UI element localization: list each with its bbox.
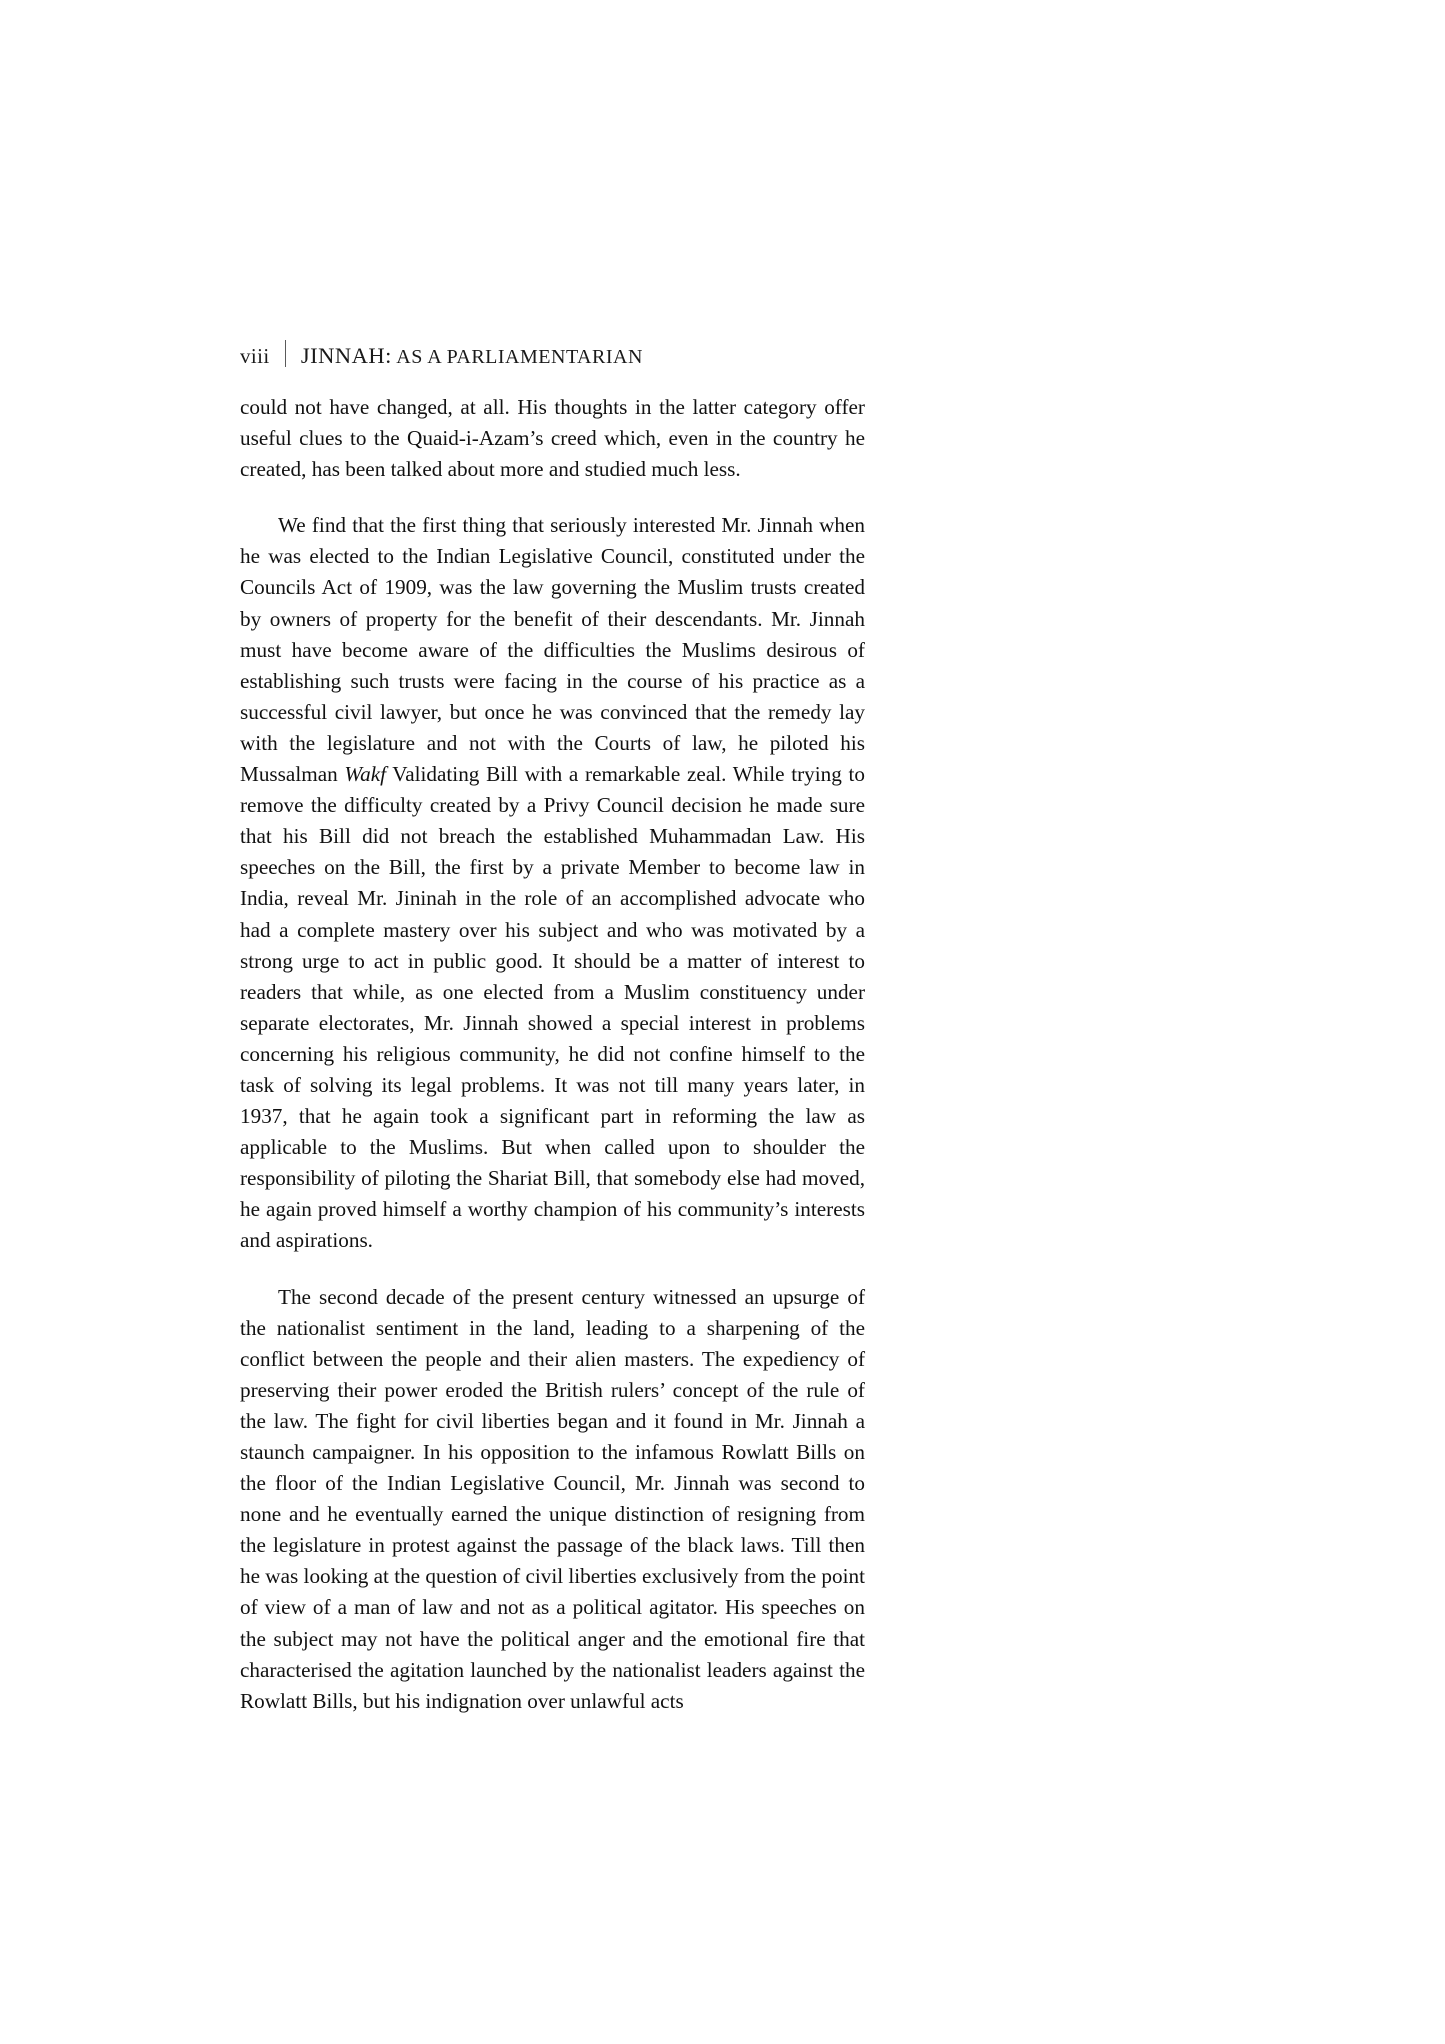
page-folio-number: viii	[240, 344, 270, 368]
paragraph-1: could not have changed, at all. His thoughts in the latter category offer useful clues to the Quaid-i-Azam’s creed which, even in the country he created, has been talked about more and studied much less.	[240, 395, 865, 482]
paragraph-2	[240, 510, 865, 1256]
paragraph-2-part-a: We find that the first thing that seriously interested Mr. Jinnah when he was elected to the Indian Legislative Council, constituted under the Councils Act of 1909, was the law governing the Muslim trusts created by owners of property for the benefit of their descendants. Mr. Jinnah must have become aware of the difficulties the Muslims desirous of establishing such trusts were facing in the course of his practice as a successful civil lawyer, but once he was convinced that the remedy lay with the legislature and not with the Courts of law, he piloted his Mussalman	[240, 513, 865, 787]
running-head-title: JINNAH: AS A PARLIAMENTARIAN	[300, 343, 643, 368]
running-head	[240, 336, 643, 369]
paragraph-3: The second decade of the present century witnessed an upsurge of the nationalist sentiment in the land, leading to a sharpening of the conflict between the people and their alien masters. The expediency of preserving their power eroded the British rulers’ concept of the rule of the law. The fight for civil liberties began and it found in Mr. Jinnah a staunch campaigner. In his opposition to the infamous Rowlatt Bills on the floor of the Indian Legislative Council, Mr. Jinnah was second to none and he eventually earned the unique distinction of resigning from the legislature in protest against the passage of the black laws. Till then he was looking at the question of civil liberties exclusively from the point of view of a man of law and not as a political agitator. His speeches on the subject may not have the political anger and the emotional fire that characterised the agitation launched by the nationalist leaders against the Rowlatt Bills, but his indignation over unlawful acts	[240, 1284, 865, 1713]
running-head-divider	[285, 340, 286, 367]
body-text-block	[240, 392, 865, 1717]
paragraph-2-part-b: Validating Bill with a remarkable zeal. While trying to remove the difficulty created by a Privy Council decision he made sure that his Bill did not breach the established Muhammadan Law. His speeches on the Bill, the first by a private Member to become law in India, reveal Mr. Jininah in the role of an accomplished advocate who had a complete mastery over his subject and who was motivated by a strong urge to act in public good. It should be a matter of interest to readers that while, as one elected from a Muslim constituency under separate electorates, Mr. Jinnah showed a special interest in problems concerning his religious community, he did not confine himself to the task of solving its legal problems. It was not till many years later, in 1937, that he again took a significant part in reforming the law as applicable to the Muslims. But when called upon to shoulder the responsibility of piloting the Shariat Bill, that somebody else had moved, he again proved himself a worthy champion of his community’s interests and aspirations.	[240, 762, 865, 1253]
paragraph-2-italic-term: Wakf	[344, 762, 386, 787]
